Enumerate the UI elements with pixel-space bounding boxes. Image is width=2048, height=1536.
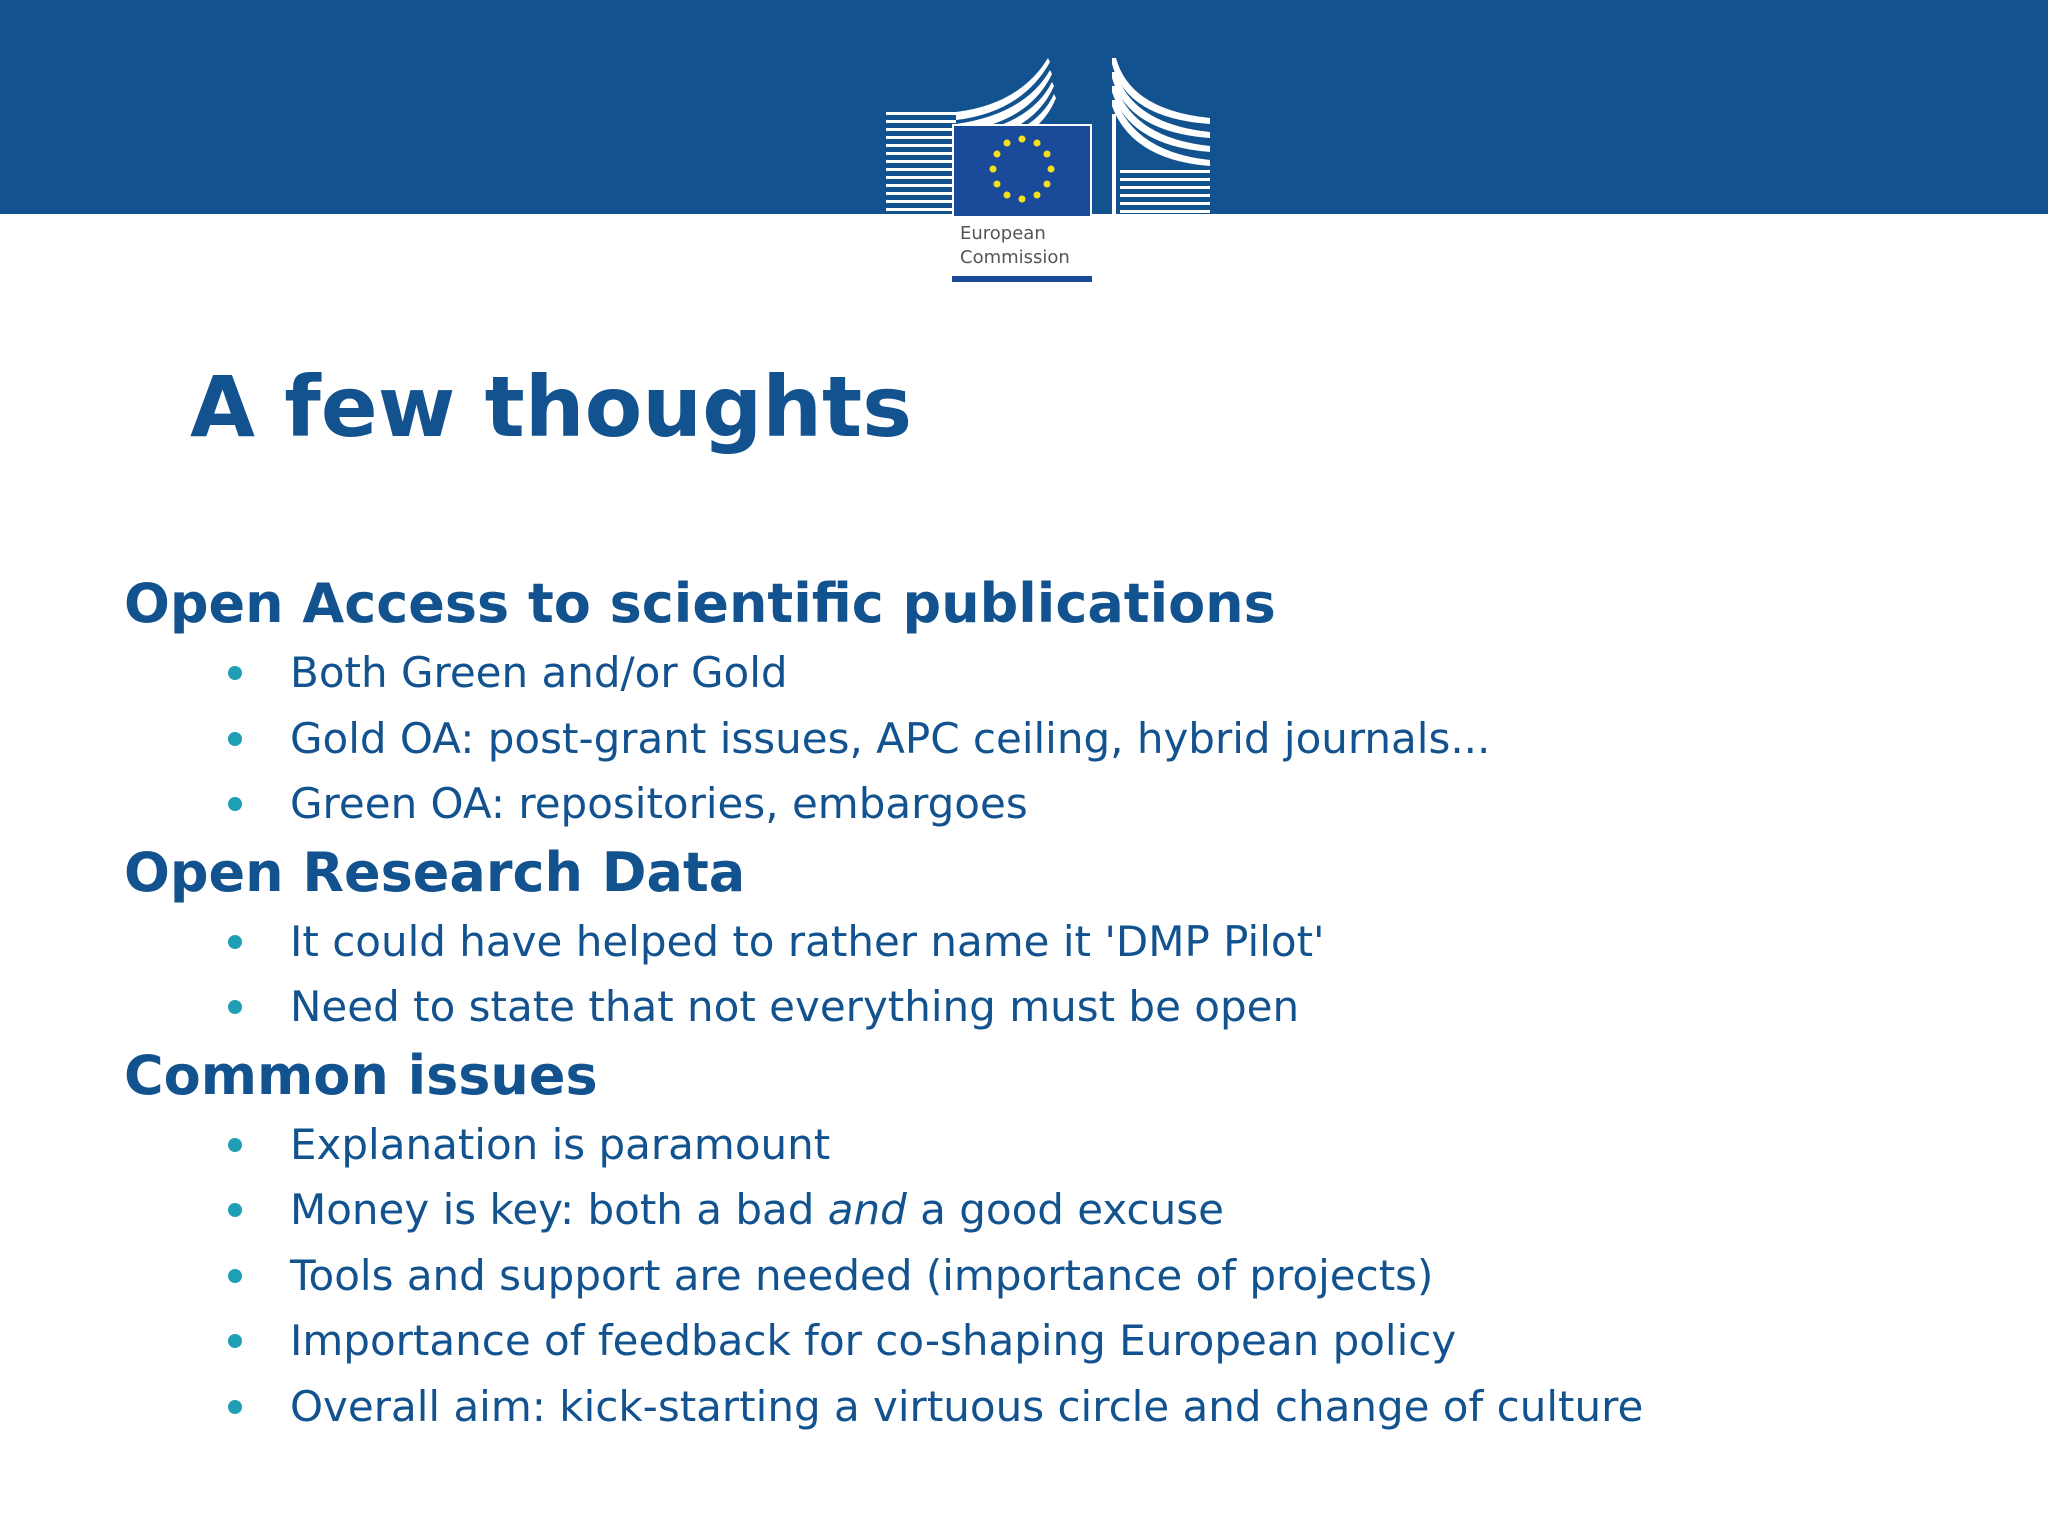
logo-caption: European Commission	[960, 223, 1070, 268]
section-open-access	[124, 568, 2004, 837]
list-item	[124, 1374, 2004, 1440]
bullet-icon	[228, 732, 242, 746]
bullet-list	[124, 640, 2004, 837]
bullet-list	[124, 1112, 2004, 1440]
bullet-icon	[228, 1203, 242, 1217]
list-item-text: It could have helped to rather name it 'DMP Pilot'	[290, 916, 1325, 966]
bullet-list	[124, 909, 2004, 1040]
list-item	[124, 640, 2004, 706]
bullet-icon	[228, 1334, 242, 1348]
slide-content	[124, 568, 2004, 1439]
bullet-icon	[228, 1269, 242, 1283]
list-item-text: Tools and support are needed (importance of projects)	[290, 1250, 1434, 1300]
text-emphasis: and	[827, 1185, 907, 1234]
list-item	[124, 1308, 2004, 1374]
list-item	[124, 909, 2004, 975]
list-item-text: Both Green and/or Gold	[290, 648, 788, 697]
bullet-icon	[228, 1138, 242, 1152]
list-item-text	[290, 1185, 1224, 1234]
list-item-text: Overall aim: kick-starting a virtuous circle and change of culture	[290, 1381, 1644, 1431]
bullet-icon	[228, 1400, 242, 1414]
slide-title: A few thoughts	[190, 358, 913, 456]
section-open-research-data	[124, 837, 2004, 1040]
list-item-text: Explanation is paramount	[290, 1119, 831, 1169]
section-common-issues	[124, 1040, 2004, 1440]
list-item-text: Gold OA: post-grant issues, APC ceiling, hybrid journals...	[290, 713, 1491, 763]
list-item	[124, 706, 2004, 772]
bullet-icon	[228, 1000, 242, 1014]
list-item	[124, 771, 2004, 837]
bullet-icon	[228, 666, 242, 680]
list-item	[124, 1112, 2004, 1178]
list-item-text: Green OA: repositories, embargoes	[290, 779, 1028, 828]
text-before: Money is key: both a bad	[290, 1185, 828, 1234]
bullet-icon	[228, 935, 242, 949]
bullet-icon	[228, 797, 242, 811]
section-heading: Open Research Data	[124, 840, 746, 904]
list-item-text: Need to state that not everything must be open	[290, 982, 1300, 1031]
text-after: a good excuse	[906, 1185, 1224, 1234]
list-item	[124, 1177, 2004, 1243]
section-heading: Common issues	[124, 1043, 598, 1107]
list-item	[124, 1243, 2004, 1309]
logo-underline	[952, 276, 1092, 282]
list-item-text: Importance of feedback for co-shaping European policy	[290, 1316, 1457, 1365]
section-heading: Open Access to scientific publications	[124, 572, 1276, 635]
list-item	[124, 974, 2004, 1040]
